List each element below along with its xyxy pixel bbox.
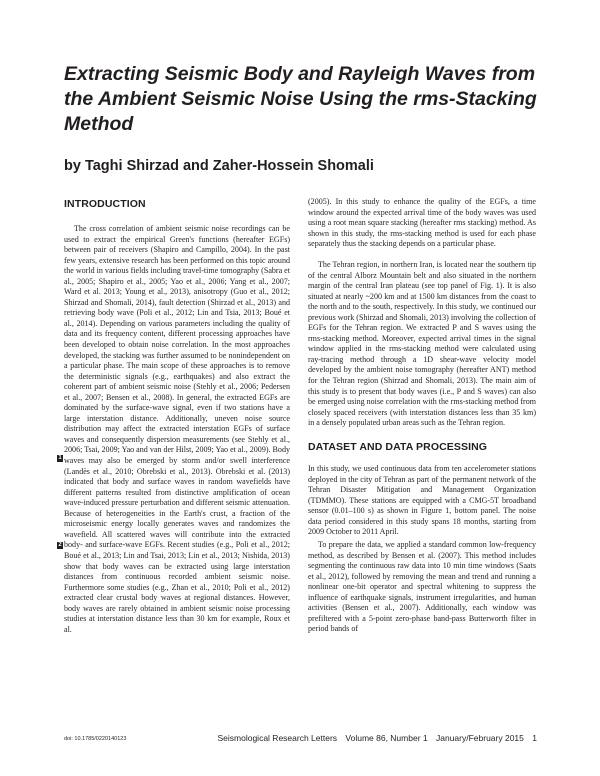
dataset-paragraph-2: To prepare the data, we applied a standard common low-frequency method, as described by Bensen et al. (2007). This method includes segmenting the continuous raw data into 10 min time windows (Saats et al., 2012), followed by removing the mean and trend and running a nonlinear one-bit operator and spectral whitening to suppress the influence of earthquake signals, instrument irregularities, and human activities (Bensen et al., 2007). Additionally, each window was prefiltered with a 5-point zero-phase band-pass Butterworth filter in period bands of (308, 540, 536, 634)
intro-paragraph-1: The cross correlation of ambient seismic noise recordings can be used to extract the empirical Green's functions (hereafter EGFs) between pair of receivers (Shapiro and Campillo, 2004). In the past few years, extensive research has been performed on this topic around the world in various fields including travel-time tomography (Sabra et al., 2005; Shapiro et al., 2005; Yao et al., 2006; Yang et al., 2007; Ward et al. 2013; Young et al., 2013), anisotropy (Guo et al., 2012; Shirzad and Shomali, 2014), fault detection (Shirzad et al., 2013) and retrieving body wave (Poli et al., 2012; Lin and Tsia, 2013; Boué et al., 2014). Depending on various parameters including the quality of data and its frequency content, different processing approaches have been developed to obtain noise correlation. In the most approaches developed, the stacking was further assumed to be nonindependent on a particular phase. The main scope of these approaches is to remove the deterministic signals (e.g., earthquakes) and also extract the coherent part of ambient seismic noise (Stehly et al., 2006; Pedersen et al., 2007; Bensen et al., 2008). In general, the extracted EGFs are dominated by the surface-wave signal, even if two stations have a large interstation distance. Additionally, uneven noise source distribution may affect the extracted interstation EGFs of surface waves and consequently dispersion measurements (see Stehly et al., 2006; Tsai, 2009; Yao and van der Hilst, 2009; Yao et al., 2009). Body waves may also be emerged by storm and/or swell interference (Landès et al., 2010; Obrebski et al., 2013). Obrebski et al. (2013) indicated that body and surface waves in random wavefields have different patterns resulted from distinctive amplification of ocean wave-induced pressure perturbation and different seismic attenuation. Because of heterogeneities in the Earth's crust, a fraction of the microseismic energy locally generates waves and randomizes the wavefield. All scattered waves will contribute into the extracted body- and surface-wave EGFs. Recent studies (e.g., Poli et al., 2012; Boué et al., 2013; Lin and Tsai, 2013; Lin et al., 2013; Nishida, 2013) show that body waves can be extracted using large interstation distances from continuous recorded ambient seismic noise. Furthermore some studies (e.g., Zhan et al., 2010; Poli et al., 2012) extracted clear crustal body waves at regional distances. However, body waves are rarely obtained in ambient seismic noise processing studies at interstation distance less than 30 km for example, Roux et al. (64, 224, 290, 634)
intro-paragraph-tehran: The Tehran region, in northern Iran, is located near the southern tip of the central Alborz Mountain belt and also situated in the northern margin of the central Iran plateau (see top panel of Fig. 1). It is also situated at nearly ~200 km and at 1500 km distances from the coast to the north and to the south, respectively. In this study, we continued our previous work (Shirzad and Shomali, 2013) involving the collection of EGFs for the Tehran region. We extracted P and S waves using the rms-stacking method. Moreover, expected arrival times in the signal window applied in the rms-stacking method were calculated using ray-tracing method through a 1D shear-wave velocity model developed by the ambient noise tomography (hereafter ANT) method for the Tehran region (Shirzad and Shomali, 2013). The main aim of this study is to present that body waves (i.e., P and S waves) can also be emerged using noise correlation with the rms-stacking method from closely spaced receivers (with interstation distances less than 35 km) in a densely populated urban areas such as the Tehran region. (308, 260, 537, 428)
paper-authors: by Taghi Shirzad and Zaher-Hossein Shomali (64, 158, 374, 174)
footer-volume: Volume 86, Number 1 (345, 733, 428, 743)
footer-doi: doi: 10.1785/0220140123 (64, 736, 127, 742)
margin-marker-2: 2 (58, 542, 62, 548)
footer-date: January/February 2015 (436, 733, 524, 743)
dataset-paragraph-1: In this study, we used continuous data from ten accelerometer stations deployed in the city of Tehran as part of the permanent network of the Tehran Disaster Mitigation and Management Organization (TDMMO). These stations are equipped with a CMG-5T broadband sensor (0.01–100 s) as shown in Figure 1, bottom panel. The noise data period considered in this study spans 18 months, starting from 2009 October to 2011 April. (308, 464, 536, 537)
footer-journal (212, 733, 538, 743)
introduction-heading: INTRODUCTION (64, 198, 146, 210)
paper-title: Extracting Seismic Body and Rayleigh Waves from the Ambient Seismic Noise Using the rms-Stacking Method (64, 63, 537, 135)
dataset-heading: DATASET AND DATA PROCESSING (308, 441, 488, 453)
footer-journal-name: Seismological Research Letters (217, 733, 338, 743)
intro-paragraph-continued: (2005). In this study to enhance the quality of the EGFs, a time window around the expected arrival time of the body waves was used using a root mean square stacking (hereafter rms stacking) method. As shown in this study, the rms-stacking method is used for each phase separately thus the stacking depends on a particular phase. (308, 197, 536, 249)
footer-page-number: 1 (532, 733, 537, 743)
margin-marker-1: 1 (58, 455, 62, 461)
